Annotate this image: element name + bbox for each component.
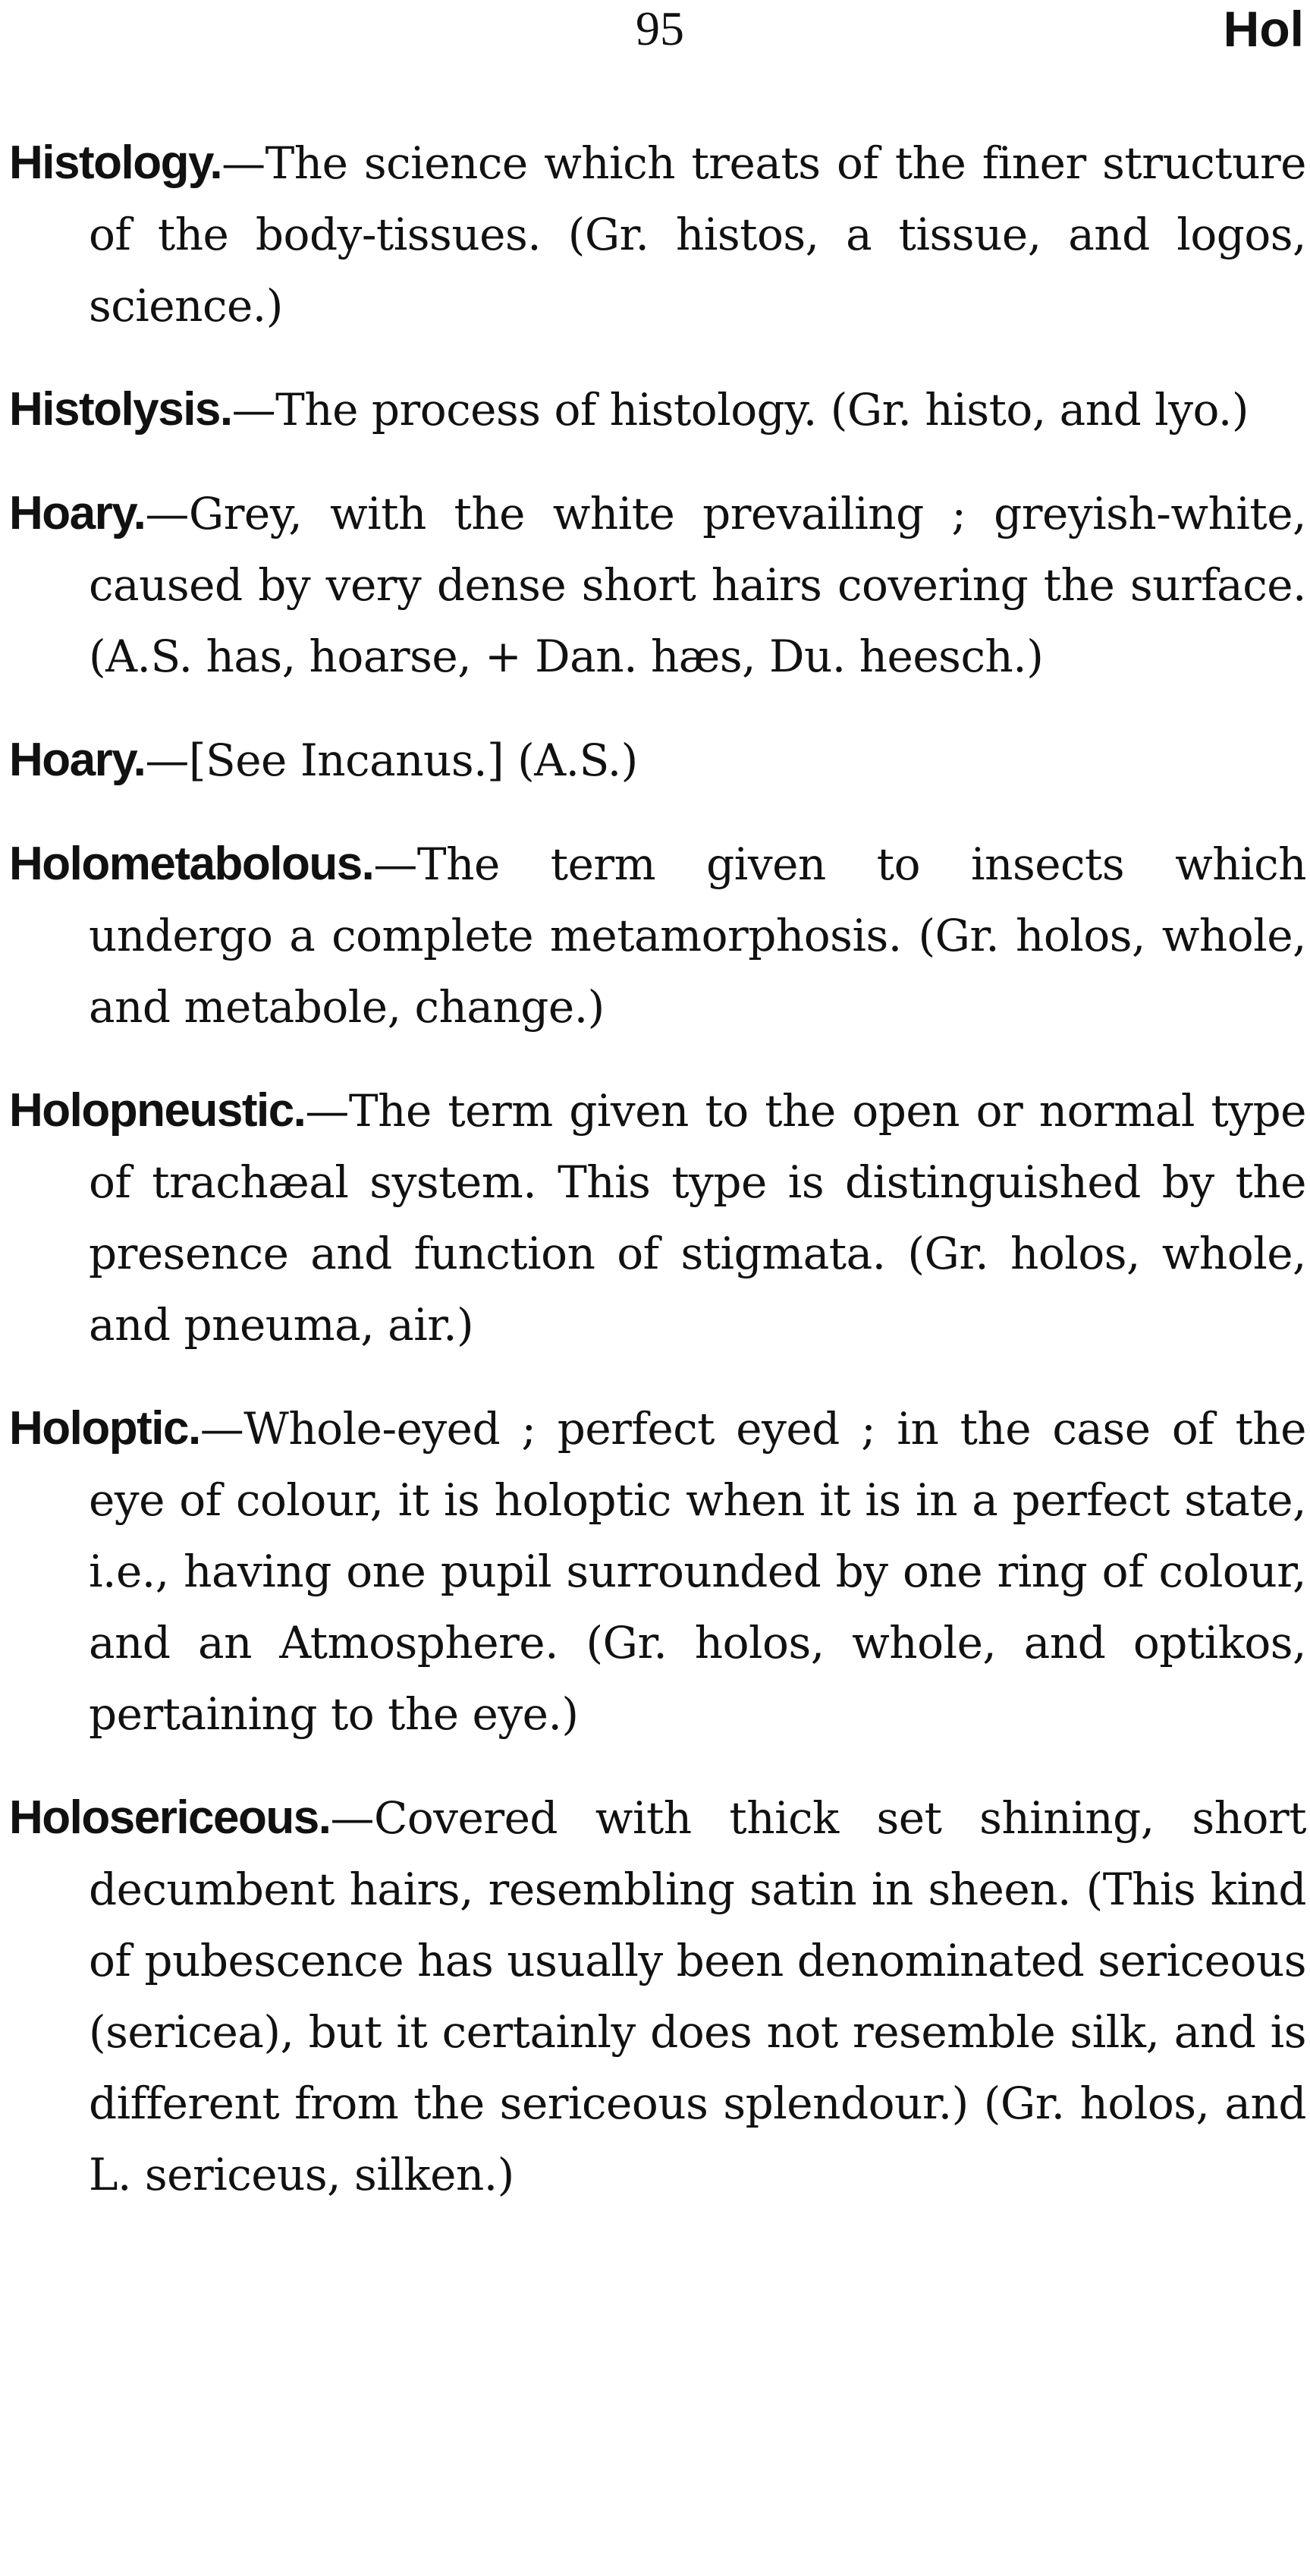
definition: —Whole-eyed ; perfect eyed ; in the case of the eye of colour, it is holoptic when it is in a perfect state, i.e., having one pupil surrounded by one ring of colour, and an Atmosphere. (Gr. holos, whole, and optikos, pertaining to the eye.) xyxy=(89,1403,1306,1740)
definition: —Grey, with the white prevailing ; greyish-white, caused by very dense short hairs covering the surface. (A.S. has, hoarse, + Dan. hæs, Du. heesch.) xyxy=(89,488,1306,682)
headword: Holopneustic. xyxy=(9,1084,306,1137)
entry-hoary xyxy=(9,478,1306,692)
page-number: 95 xyxy=(636,2,684,55)
running-head xyxy=(0,0,1310,68)
definition: —The process of histology. (Gr. histo, and lyo.) xyxy=(231,384,1249,436)
definition: —The science which treats of the finer structure of the body-tissues. (Gr. histos, a tissue, and logos, science.) xyxy=(89,137,1306,332)
definition: —Covered with thick set shining, short decumbent hairs, resembling satin in sheen. (This kind of pubescence has usually been denominated sericeous (sericea), but it certainly does not resemble silk, and is different from the sericeous splendour.) (Gr. holos, and L. sericeus, silken.) xyxy=(89,1792,1306,2200)
entry-list xyxy=(9,127,1306,2243)
entry-holometabolous xyxy=(9,829,1306,1043)
headword: Holometabolous. xyxy=(9,838,374,890)
entry-holopneustic xyxy=(9,1075,1306,1360)
headword: Holoptic. xyxy=(9,1402,200,1455)
entry-histology xyxy=(9,127,1306,341)
definition: —[See Incanus.] (A.S.) xyxy=(145,734,638,786)
headword: Histolysis. xyxy=(9,383,232,436)
entry-holoptic xyxy=(9,1393,1306,1750)
entry-histolysis xyxy=(9,374,1306,445)
headword: Holosericeous. xyxy=(9,1791,331,1844)
definition: —The term given to insects which undergo a complete metamorphosis. (Gr. holos, whole, and metabole, change.) xyxy=(89,838,1306,1033)
entry-holosericeous xyxy=(9,1782,1306,2210)
definition: —The term given to the open or normal type of trachæal system. This type is distinguished by the presence and function of stigmata. (Gr. holos, whole, and pneuma, air.) xyxy=(89,1085,1306,1351)
guide-word: Hol xyxy=(1223,1,1304,57)
headword: Hoary. xyxy=(9,487,146,539)
entry-hoary-see-incanus xyxy=(9,725,1306,796)
headword: Hoary. xyxy=(9,734,146,786)
headword: Histology. xyxy=(9,137,222,189)
